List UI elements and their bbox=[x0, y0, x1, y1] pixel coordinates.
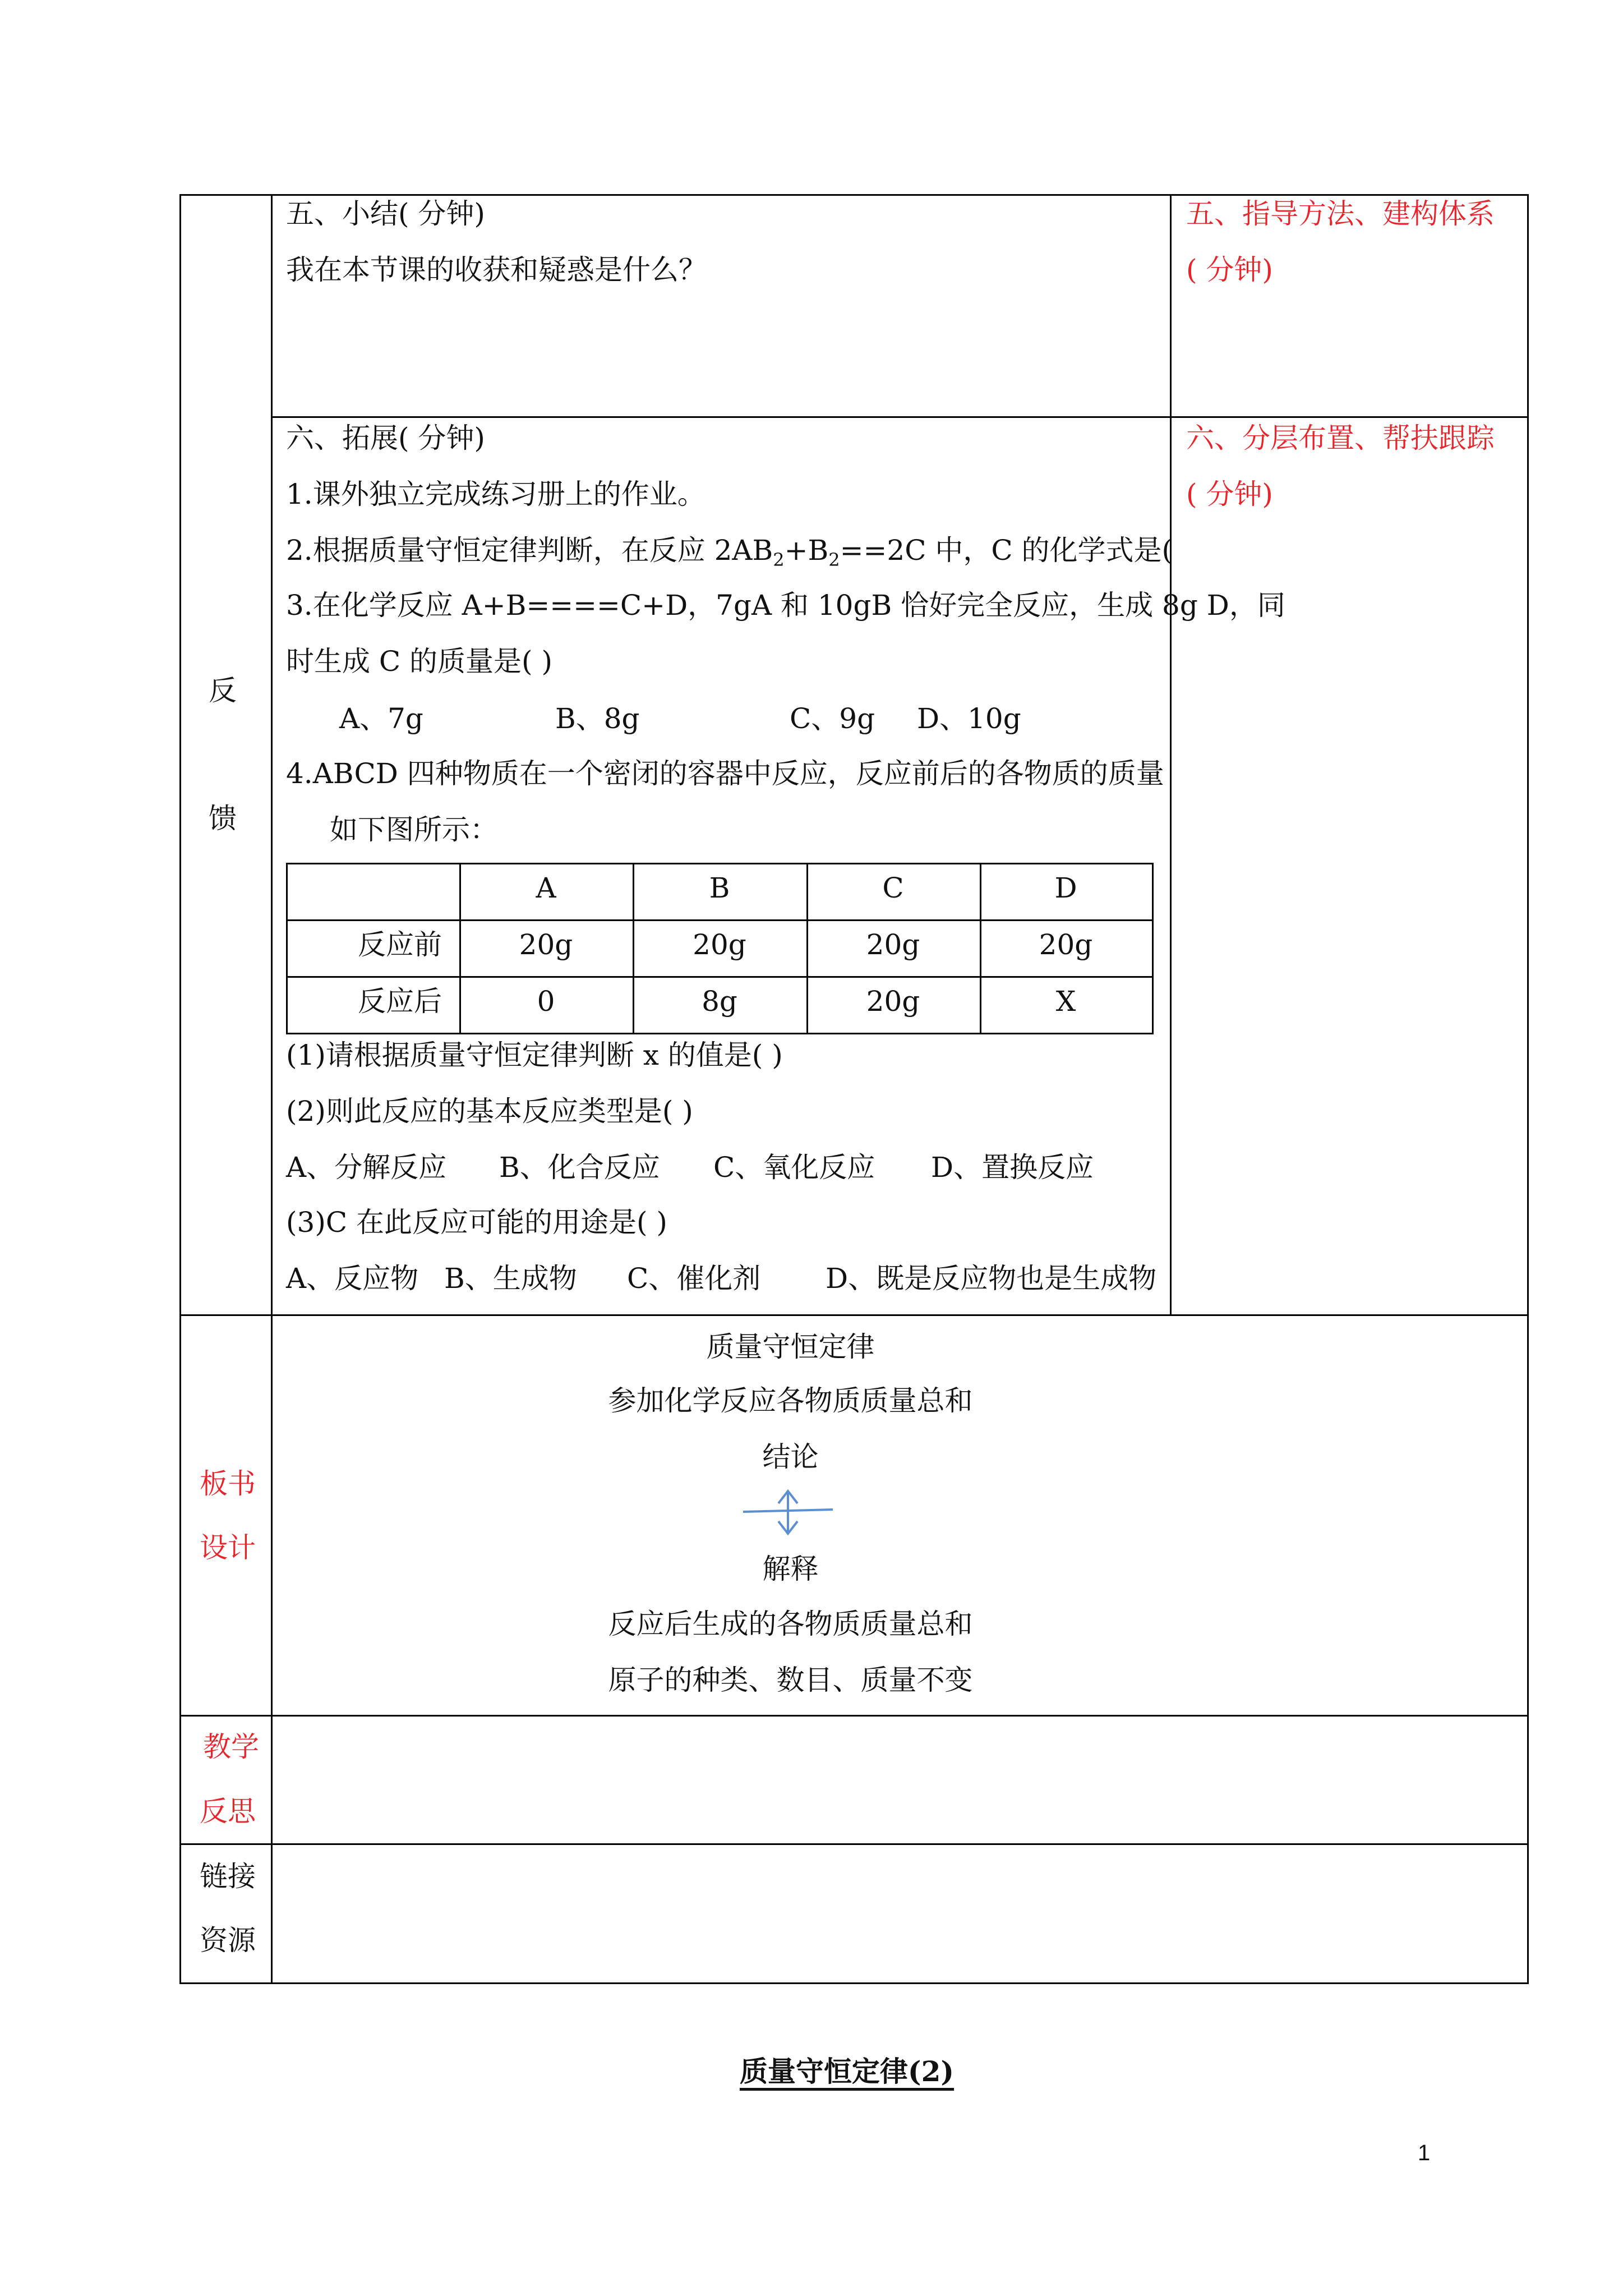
section6-item2 bbox=[286, 533, 1173, 577]
q2-option-b: B、化合反应 bbox=[499, 1151, 660, 1184]
double-arrow-icon bbox=[740, 1487, 836, 1537]
board-line3: 结论 bbox=[762, 1441, 819, 1473]
section6-q1: (1)请根据质量守恒定律判断 x 的值是( ) bbox=[286, 1039, 783, 1071]
q2-option-c: C、氧化反应 bbox=[713, 1151, 875, 1184]
mass-table-line bbox=[286, 919, 1154, 921]
table-row-label: 反应前 bbox=[358, 928, 442, 961]
mass-table-line bbox=[286, 1033, 1154, 1034]
section5-side-line2: ( 分钟) bbox=[1186, 254, 1273, 286]
q3-option-b: B、生成物 bbox=[444, 1262, 577, 1295]
label-lianjie-2: 资源 bbox=[200, 1924, 256, 1957]
section6-item3-line1: 3.在化学反应 A+B====C+D，7gA 和 10gB 恰好完全反应，生成 8g D，同 bbox=[286, 589, 1285, 622]
item3-option-c: C、9g bbox=[790, 702, 875, 735]
table-divider-board bbox=[179, 1715, 1529, 1717]
board-line1: 质量守恒定律 bbox=[706, 1331, 875, 1363]
item2-subscript-1: 2 bbox=[773, 549, 785, 570]
table-header-cell: C bbox=[882, 872, 904, 904]
page-number: 1 bbox=[1418, 2141, 1431, 2165]
table-row-label: 反应后 bbox=[358, 985, 442, 1018]
table-cell: 8g bbox=[702, 985, 737, 1018]
table-divider-reflection bbox=[179, 1843, 1529, 1845]
section6-q3: (3)C 在此反应可能的用途是( ) bbox=[286, 1206, 667, 1239]
mass-table-line bbox=[286, 863, 288, 1034]
mass-table bbox=[286, 863, 1154, 1034]
mass-table-line bbox=[1152, 863, 1154, 1034]
mass-table-line bbox=[286, 863, 1154, 864]
section6-item4-line2: 如下图所示： bbox=[330, 813, 498, 846]
label-jiaoxue-2: 反思 bbox=[200, 1795, 256, 1828]
section6-item1: 1.课外独立完成练习册上的作业。 bbox=[286, 478, 706, 510]
table-divider-side bbox=[1170, 194, 1172, 1316]
table-divider-feedback bbox=[179, 1314, 1529, 1316]
q3-option-d: D、既是反应物也是生成物 bbox=[826, 1262, 1157, 1295]
table-cell: 20g bbox=[1039, 928, 1093, 961]
board-line6: 原子的种类、数目、质量不变 bbox=[608, 1664, 973, 1696]
section5-question: 我在本节课的收获和疑惑是什么？ bbox=[286, 254, 707, 286]
board-line4: 解释 bbox=[762, 1553, 819, 1585]
section6-side-line2: ( 分钟) bbox=[1186, 478, 1273, 510]
q3-option-c: C、催化剂 bbox=[627, 1262, 761, 1295]
table-cell: 0 bbox=[537, 985, 555, 1018]
label-lianjie-1: 链接 bbox=[200, 1860, 256, 1893]
section5-heading: 五、小结( 分钟) bbox=[286, 197, 485, 230]
label-fankui-1: 反 bbox=[209, 674, 237, 707]
table-header-cell: A bbox=[536, 872, 556, 904]
mass-table-line bbox=[286, 976, 1154, 978]
item2-post: ==2C 中，C 的化学式是( bbox=[840, 534, 1173, 567]
item2-pre: 2.根据质量守恒定律判断，在反应 2AB bbox=[286, 534, 773, 567]
section6-q2: (2)则此反应的基本反应类型是( ) bbox=[286, 1095, 693, 1128]
table-border-top bbox=[179, 194, 1529, 196]
section5-side-line1: 五、指导方法、建构体系 bbox=[1186, 197, 1495, 230]
q2-option-d: D、置换反应 bbox=[931, 1151, 1094, 1184]
section6-item3-line2: 时生成 C 的质量是( ) bbox=[286, 645, 552, 678]
section6-item4-line1: 4.ABCD 四种物质在一个密闭的容器中反应，反应前后的各物质的质量 bbox=[286, 757, 1164, 790]
table-cell: 20g bbox=[866, 928, 920, 961]
section6-side-line1: 六、分层布置、帮扶跟踪 bbox=[1186, 422, 1495, 454]
label-jiaoxue-1: 教学 bbox=[203, 1731, 259, 1763]
table-cell: 20g bbox=[693, 928, 746, 961]
item2-mid: +B bbox=[784, 534, 829, 567]
page-title: 质量守恒定律(2) bbox=[739, 2055, 955, 2088]
table-cell: 20g bbox=[866, 985, 920, 1018]
table-border-bottom bbox=[179, 1982, 1529, 1984]
label-fankui-2: 馈 bbox=[209, 802, 237, 835]
item2-subscript-2: 2 bbox=[828, 549, 840, 570]
table-header-cell: B bbox=[709, 872, 730, 904]
table-cell: X bbox=[1055, 985, 1076, 1018]
board-line2: 参加化学反应各物质质量总和 bbox=[608, 1384, 973, 1417]
label-banshu-2: 设计 bbox=[200, 1531, 256, 1564]
q2-option-a: A、分解反应 bbox=[286, 1151, 447, 1184]
q3-option-a: A、反应物 bbox=[286, 1262, 419, 1295]
table-cell: 20g bbox=[519, 928, 573, 961]
label-banshu-1: 板书 bbox=[200, 1467, 256, 1500]
table-header-cell: D bbox=[1054, 872, 1077, 904]
table-divider-section5 bbox=[271, 416, 1529, 418]
item3-option-a: A、7g bbox=[339, 702, 423, 735]
item3-option-b: B、8g bbox=[555, 702, 640, 735]
board-line5: 反应后生成的各物质质量总和 bbox=[608, 1608, 973, 1640]
section6-heading: 六、拓展( 分钟) bbox=[286, 422, 485, 454]
item3-option-d: D、10g bbox=[917, 702, 1021, 735]
